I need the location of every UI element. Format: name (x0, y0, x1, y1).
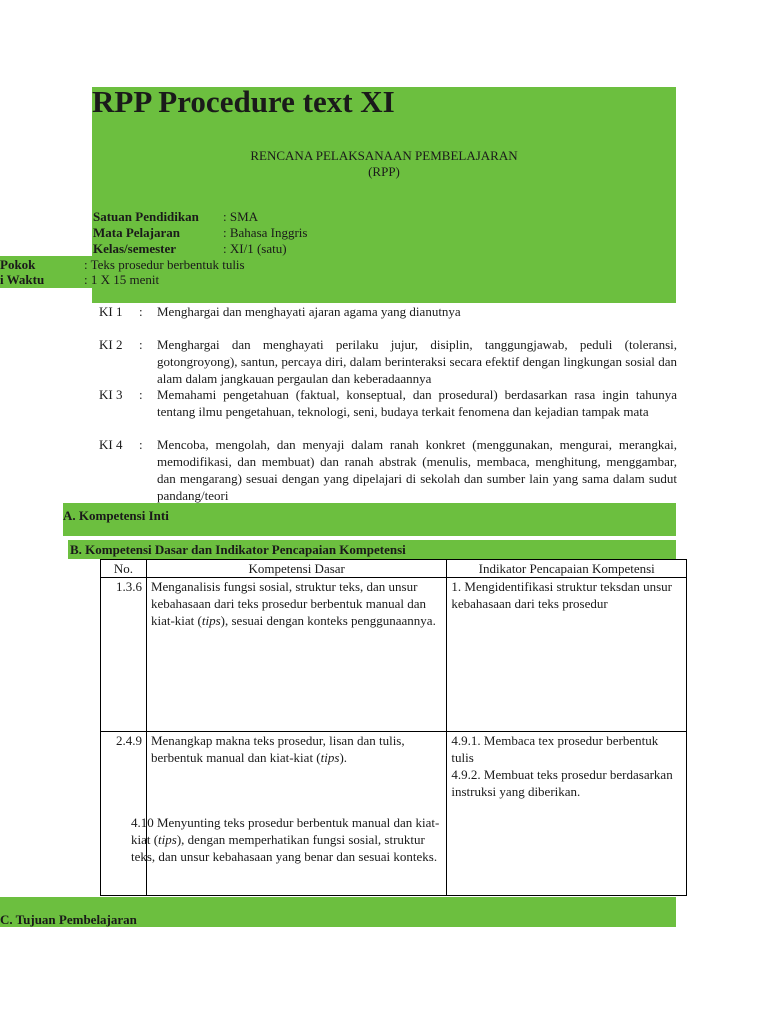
rpp-heading (92, 148, 676, 180)
kd-cell (146, 578, 446, 732)
ki-number: KI 1 (99, 304, 123, 319)
kd-tips: tips (201, 613, 221, 628)
indicator-cell (447, 578, 687, 732)
kd-text: ). (339, 750, 348, 765)
ki-colon: : (139, 437, 143, 452)
kd-number: 4.10 (130, 815, 154, 830)
identity-row (93, 241, 176, 257)
row-number-text: 2.4.9 (115, 733, 142, 748)
header-no: No. (101, 560, 147, 578)
kd-text: Menangkap makna teks prosedur, lisan dan tulis, berbentuk manual dan kiat-kiat ( (150, 733, 405, 765)
table-row (101, 578, 687, 732)
section-c-heading: C. Tujuan Pembelajaran (0, 912, 137, 927)
ki-text: Mencoba, mengolah, dan menyaji dalam ranah konkret (menggunakan, mengurai, merangkai, memodifikasi, dan membuat) dan ranah abstrak (menulis, membaca, menghitung, menggambar, dan mengarang) sesuai dengan yang dipelajari di sekolah dan sumber lain yang sama dalam sudut pandang/teori (157, 437, 677, 503)
kd-text: ), dengan memperhatikan fungsi sosial, struktur teks, dan unsur kebahasaan yang benar dan sesuai konteks. (130, 832, 438, 864)
identity-label: Satuan Pendidikan (93, 209, 199, 224)
identity-value: : 1 X 15 menit (84, 272, 160, 287)
row-number: 1.3.6 (101, 578, 147, 732)
indicator-number: 1. (451, 579, 462, 594)
indicator-item (451, 766, 682, 800)
header-indikator: Indikator Pencapaian Kompetensi (447, 560, 687, 578)
identity-value: : XI/1 (satu) (223, 241, 287, 256)
kd-text: Menyunting teks prosedur berbentuk manual dan kiat-kiat ( (130, 815, 440, 847)
identity-label: i Waktu (0, 272, 45, 287)
ki-text: Menghargai dan menghayati perilaku jujur, disiplin, tanggungjawab, peduli (toleransi, gotongroyong), santun, percaya diri, dalam berinteraksi secara efektif dengan lingkungan sosial dan alam dalam jangkauan pergaulan dan keberadaannya (157, 337, 677, 386)
table-header-row (101, 560, 687, 578)
kd-cell (130, 732, 446, 896)
identity-row (0, 257, 35, 273)
indicator-text: Membaca tex prosedur berbentuk tulis (451, 733, 659, 765)
ki-number: KI 4 (99, 437, 123, 452)
identity-row (0, 272, 44, 288)
header-kompetensi-dasar: Kompetensi Dasar (146, 560, 446, 578)
identity-value: : Teks prosedur berbentuk tulis (84, 257, 245, 272)
indicator-item (451, 732, 682, 766)
spacer (151, 766, 442, 814)
table-row (101, 732, 687, 896)
section-a-heading: A. Kompetensi Inti (63, 508, 169, 523)
indicator-text: Mengidentifikasi struktur teksdan unsur kebahasaan dari teks prosedur (451, 579, 672, 611)
kd-tips: tips (320, 750, 340, 765)
kd-text: ), sesuai dengan konteks penggunaannya. (220, 613, 436, 628)
identity-value: : SMA (223, 209, 259, 224)
kompetensi-dasar-table (100, 559, 687, 896)
kd-tips: tips (158, 832, 177, 847)
identity-label: Kelas/semester (93, 241, 177, 256)
indicator-number: 4.9.2. (451, 767, 481, 782)
ki-text: Memahami pengetahuan (faktual, konseptual, dan prosedural) berdasarkan rasa ingin tahunya tentang ilmu pengetahuan, teknologi, seni, budaya terkait fenomena dan kejadian tampak mata (157, 387, 677, 419)
identity-label: Pokok (0, 257, 36, 272)
ki-colon: : (139, 337, 143, 352)
rpp-heading-line2: (RPP) (368, 164, 400, 179)
ki-number: KI 3 (99, 387, 123, 402)
kd-entry (151, 732, 442, 766)
kd-text: Menganalisis fungsi sosial, struktur teks, dan unsur kebahasaan dari teks prosedur berbentuk manual dan kiat-kiat ( (150, 579, 427, 628)
ki-colon: : (139, 304, 143, 319)
rpp-heading-line1: RENCANA PELAKSANAAN PEMBELAJARAN (250, 148, 518, 163)
indicator-text: Membuat teks prosedur berdasarkan instruksi yang diberikan. (451, 767, 673, 799)
indicator-number: 4.9.1. (451, 733, 481, 748)
ki-colon: : (139, 387, 143, 402)
ki-number: KI 2 (99, 337, 123, 352)
identity-row (93, 209, 199, 225)
identity-row (93, 225, 180, 241)
identity-label: Mata Pelajaran (93, 225, 181, 240)
identity-value: : Bahasa Inggris (223, 225, 308, 240)
section-b-heading: B. Kompetensi Dasar dan Indikator Pencapaian Kompetensi (70, 542, 406, 557)
indicator-cell (447, 732, 687, 896)
ki-text: Menghargai dan menghayati ajaran agama yang dianutnya (157, 304, 461, 319)
page-title: RPP Procedure text XI (92, 84, 395, 119)
kd-entry (131, 814, 442, 865)
